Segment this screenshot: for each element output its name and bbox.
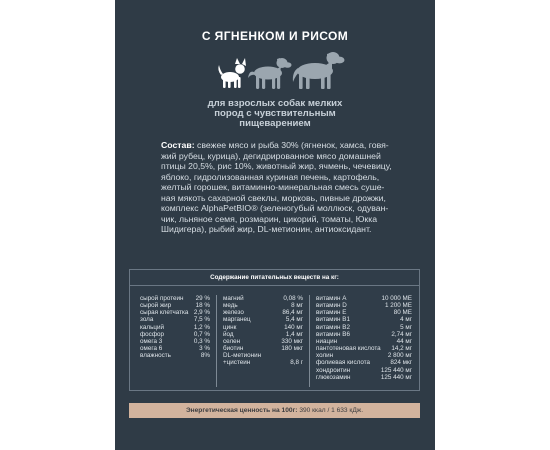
nutrient-name: холин xyxy=(316,352,334,360)
composition-line: желтый горошек, витаминно-минеральная смесь суше- xyxy=(161,182,385,193)
composition-text xyxy=(161,140,413,235)
nutrient-row xyxy=(316,302,412,309)
energy-value-bar xyxy=(129,403,420,418)
nutrient-name: омега 3 xyxy=(140,337,163,345)
nutrient-value: 2 800 мг xyxy=(387,352,412,360)
nutrient-row xyxy=(316,367,412,374)
product-title: С ЯГНЕНКОМ И РИСОМ xyxy=(201,29,349,43)
nutrient-value: 3 % xyxy=(199,345,210,353)
nutrient-value: 5 мг xyxy=(400,323,412,331)
nutrient-name: марганец xyxy=(223,316,251,324)
nutrient-value: 125 440 мг xyxy=(380,366,412,374)
nutrient-name: витамин А xyxy=(316,295,347,302)
nutrient-row xyxy=(223,331,303,338)
nutrient-value: 44 мг xyxy=(396,337,412,345)
nutrient-name: сырой протеин xyxy=(140,295,184,302)
nutrient-row xyxy=(223,295,303,302)
nutrition-column-vitamins xyxy=(316,295,412,381)
nutrient-row xyxy=(316,374,412,381)
nutrient-row xyxy=(316,359,412,366)
nutrient-row xyxy=(316,316,412,323)
nutrient-row xyxy=(316,295,412,302)
nutrient-row xyxy=(316,352,412,359)
nutrition-header: Содержание питательных веществ на кг: xyxy=(130,270,419,286)
nutrient-row xyxy=(223,302,303,309)
large-dog-icon xyxy=(293,52,345,89)
nutrient-row xyxy=(140,309,210,316)
nutrient-row xyxy=(140,345,210,352)
nutrient-value: 125 440 мг xyxy=(380,373,412,381)
nutrient-name: йод xyxy=(223,330,234,338)
nutrient-row xyxy=(223,345,303,352)
nutrient-name: фолиевая кислота xyxy=(316,359,371,367)
nutrient-row xyxy=(140,324,210,331)
energy-value: 390 ккал / 1 633 кДж. xyxy=(299,407,364,414)
nutrient-row xyxy=(140,316,210,323)
nutrient-row xyxy=(140,302,210,309)
nutrient-value: 86,4 мг xyxy=(282,309,303,317)
nutrient-value: 7,5 % xyxy=(193,316,210,324)
nutrient-name: магний xyxy=(223,295,244,302)
nutrient-value: 0,3 % xyxy=(193,337,210,345)
dog-size-icons xyxy=(211,48,351,90)
nutrient-row xyxy=(316,345,412,352)
nutrient-value: 1 200 МЕ xyxy=(385,302,412,310)
nutrient-name: цинк xyxy=(223,323,237,331)
nutrient-name: глюкозамин xyxy=(316,373,351,381)
small-dog-icon xyxy=(218,58,246,88)
composition-line: комплекс AlphaPetBIO® (зеленогубый моллюск, одуван- xyxy=(161,203,389,214)
product-subtitle xyxy=(163,99,387,130)
subtitle-line: пород с чувствительным xyxy=(214,108,336,120)
nutrient-value: 18 % xyxy=(195,302,210,310)
nutrient-value: 1,2 % xyxy=(193,323,210,331)
nutrient-name: медь xyxy=(223,302,238,310)
composition-line: ная мякоть сахарной свеклы, морковь, пивные дрожжи, xyxy=(161,192,386,203)
nutrient-name: омега 6 xyxy=(140,345,163,353)
nutrient-name: витамин D xyxy=(316,302,347,310)
nutrient-value: 14,2 мг xyxy=(391,345,412,353)
nutrient-value: 8% xyxy=(200,352,210,360)
nutrient-name: биотин xyxy=(223,345,244,353)
nutrient-value: 140 мг xyxy=(284,323,303,331)
nutrient-row xyxy=(316,331,412,338)
nutrient-value: 2,9 % xyxy=(193,309,210,317)
composition-line: Шидигера), рыбий жир, DL-метионин, антиоксидант. xyxy=(161,224,372,235)
nutrient-name: зола xyxy=(140,316,154,324)
nutrient-row xyxy=(316,324,412,331)
composition-line: яблоко, гидролизованная куриная печень, картофель, xyxy=(161,171,380,182)
nutrient-value: 0,7 % xyxy=(193,330,210,338)
nutrient-name: витамин В6 xyxy=(316,330,350,338)
nutrient-row xyxy=(223,324,303,331)
composition-line xyxy=(161,140,413,151)
nutrient-row xyxy=(223,309,303,316)
nutrient-name: витамин В1 xyxy=(316,316,350,324)
energy-label: Энергетическая ценность на 100г: xyxy=(185,407,298,414)
nutrient-name: хондроитин xyxy=(316,366,351,374)
nutrient-value: 8 мг xyxy=(291,302,303,310)
nutrition-column-minerals xyxy=(223,295,303,367)
composition-line-text: свежее мясо и рыба 30% (ягненок, хамса, говя- xyxy=(197,140,389,150)
nutrient-row xyxy=(140,331,210,338)
nutrient-name: фосфор xyxy=(140,330,165,338)
nutrient-value: 10 000 МЕ xyxy=(381,295,412,302)
composition-label: Состав: xyxy=(161,140,195,150)
nutrient-row xyxy=(223,316,303,323)
subtitle-line: пищеварением xyxy=(239,118,311,130)
nutrient-name: сырой жир xyxy=(140,302,172,310)
nutrient-name: кальций xyxy=(140,323,164,331)
nutrition-column-macros xyxy=(140,295,210,359)
nutrient-name: витамин В2 xyxy=(316,323,350,331)
nutrient-name: ниацин xyxy=(316,337,338,345)
nutrient-name: селен xyxy=(223,337,241,345)
nutrient-name: витамин Е xyxy=(316,309,347,317)
composition-line: птицы 20,5%, рис 10%, животный жир, ячмень, чечевицу, xyxy=(161,161,392,172)
nutrient-value: 330 мкг xyxy=(281,337,303,345)
composition-line: жий рубец, курица), дегидрированное мясо домашней xyxy=(161,150,381,161)
nutrient-value: 1,4 мг xyxy=(285,330,303,338)
nutrient-name: DL-метионин +цистеин xyxy=(223,352,262,367)
nutrient-name: влажность xyxy=(140,352,171,360)
nutrition-table xyxy=(129,269,420,391)
column-divider xyxy=(309,295,310,387)
composition-line: чик, льняное семя, розмарин, цикорий, томаты, Юкка xyxy=(161,213,378,224)
subtitle-line: для взрослых собак мелких xyxy=(207,98,343,109)
nutrient-value: 180 мкг xyxy=(281,345,303,353)
nutrient-value: 8,8 г xyxy=(290,359,303,367)
nutrient-name: пантотеновая кислота xyxy=(316,345,381,353)
nutrient-row xyxy=(316,338,412,345)
column-divider xyxy=(216,295,217,387)
product-info-panel xyxy=(115,0,435,450)
nutrient-row xyxy=(223,352,303,366)
nutrient-value: 80 МЕ xyxy=(393,309,412,317)
nutrient-value: 4 мг xyxy=(400,316,412,324)
nutrient-name: сырая клетчатка xyxy=(140,309,189,317)
nutrient-name: железо xyxy=(223,309,244,317)
nutrient-value: 29 % xyxy=(195,295,210,302)
nutrient-row xyxy=(316,309,412,316)
nutrient-row xyxy=(140,338,210,345)
medium-dog-icon xyxy=(248,58,292,89)
nutrient-value: 824 мкг xyxy=(390,359,412,367)
nutrient-value: 0,08 % xyxy=(283,295,303,302)
nutrient-row xyxy=(140,352,210,359)
nutrient-value: 2,74 мг xyxy=(391,330,412,338)
nutrient-value: 5,4 мг xyxy=(285,316,303,324)
